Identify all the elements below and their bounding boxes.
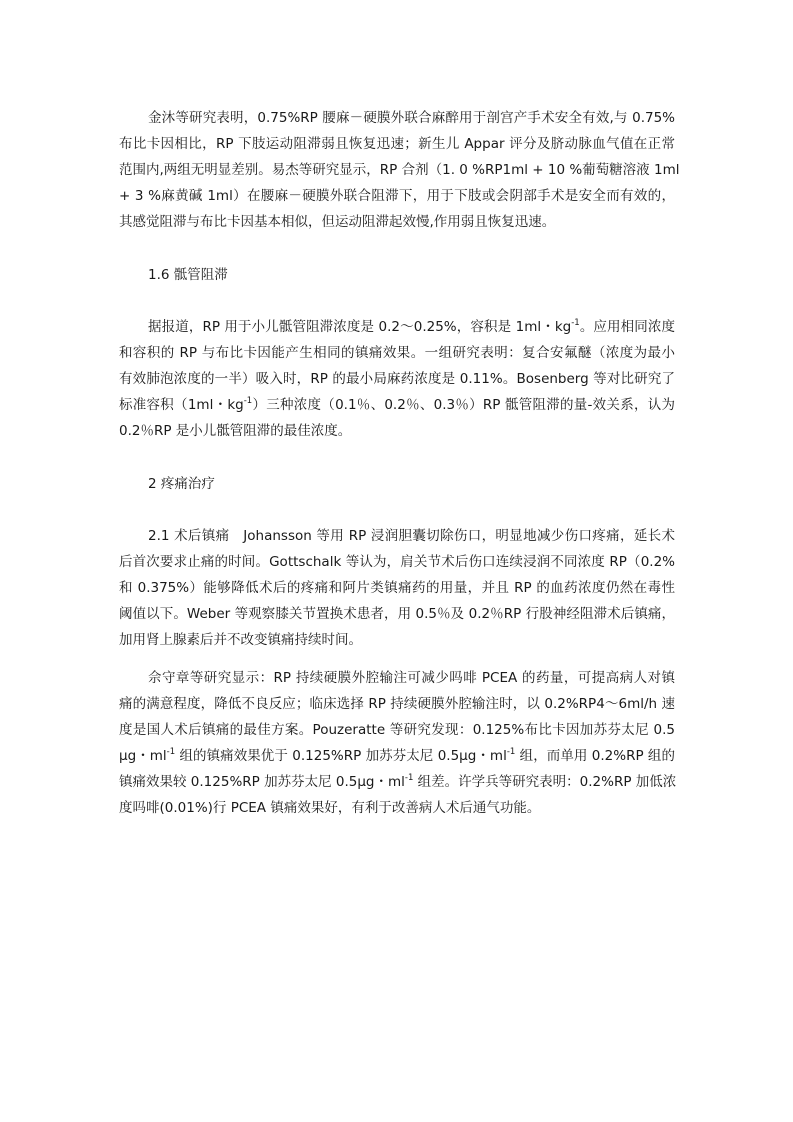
paragraph-spinal-epidural — [119, 105, 680, 235]
text-line: 标准容积（1ml・$kg^{-1}$）三种浓度（0.1％、0.2％、0.3％）RP 骶管阻滞的量-效关系，认为 — [119, 396, 675, 413]
text-line: 痛的满意程度，降低不良反应；临床选择 RP 持续硬膜外腔输注时，以 0.2%RP4～6ml/h 速 — [119, 696, 675, 712]
text-line: 据报道，RP 用于小儿骶管阻滞浓度是 0.2～0.25%，容积是 1ml・$kg^{-1}$。应用相同浓度 — [148, 318, 676, 335]
text-line: 2.1 术后镇痛 Johansson 等用 RP 浸润胆囊切除伤口，明显地减少伤口疼痛，延长术 — [148, 528, 675, 544]
text-line: 阈值以下。Weber 等观察膝关节置换术患者，用 0.5％及 0.2％RP 行股神经阻滞术后镇痛， — [119, 606, 675, 622]
text-line: 佘守章等研究显示：RP 持续硬膜外腔输注可减少吗啡 PCEA 的药量，可提高病人对镇 — [148, 670, 675, 686]
text-line: 其感觉阻滞与布比卡因基本相似，但运动阻滞起效慢,作用弱且恢复迅速。 — [119, 214, 556, 230]
text-line: 和 0.375%）能够降低术后的疼痛和阿片类镇痛药的用量，并且 RP 的血药浓度仍然在毒性 — [119, 580, 675, 596]
text-line: 后首次要求止痛的时间。Gottschalk 等认为，肩关节术后伤口连续浸润不同浓度 RP（0.2% — [119, 554, 675, 570]
text-line: 0.2％RP 是小儿骶管阻滞的最佳浓度。 — [119, 423, 352, 439]
text-line: 范围内,两组无明显差别。易杰等研究显示，RP 合剂（1. 0 %RP1ml + 10 %葡萄糖溶液 1ml — [119, 162, 680, 178]
text-line: 镇痛效果较 0.125%RP 加苏芬太尼 0.5μg・$ml^{-1}$ 组差。许学兵等研究表明：0.2%RP 加低浓 — [119, 773, 677, 790]
paragraph-caudal-block — [119, 314, 675, 444]
section-heading-caudal-block: 1.6 骶管阻滞 — [148, 266, 228, 283]
text-line: 加用肾上腺素后并不改变镇痛持续时间。 — [119, 632, 362, 648]
text-line: 金沐等研究表明，0.75%RP 腰麻－硬膜外联合麻醉用于剖宫产手术安全有效,与 0.75% — [148, 110, 675, 126]
paragraph-postoperative-analgesia — [119, 523, 675, 653]
text-line: 度是国人术后镇痛的最佳方案。Pouzeratte 等研究发现：0.125%布比卡因加苏芬太尼 0.5 — [119, 722, 675, 738]
text-line: 和容积的 RP 与布比卡因能产生相同的镇痛效果。一组研究表明：复合安氟醚（浓度为最小 — [119, 345, 675, 361]
document-body — [119, 105, 680, 821]
text-line: 度吗啡(0.01%)行 PCEA 镇痛效果好，有利于改善病人术后通气功能。 — [119, 800, 541, 816]
paragraph-epidural-infusion — [119, 665, 675, 821]
text-line: 布比卡因相比，RP 下肢运动阻滞弱且恢复迅速；新生儿 Appar 评分及脐动脉血气值在正常 — [119, 136, 675, 152]
text-line: μg・$ml^{-1}$ 组的镇痛效果优于 0.125%RP 加苏芬太尼 0.5μg・$ml^{-1}$ 组，而单用 0.2%RP 组的 — [119, 747, 675, 764]
text-line: 有效肺泡浓度的一半）吸入时，RP 的最小局麻药浓度是 0.11%。Bosenberg 等对比研究了 — [119, 371, 675, 387]
section-heading-pain-treatment: 2 疼痛治疗 — [148, 475, 215, 492]
text-line: + 3 %麻黄碱 1ml）在腰麻－硬膜外联合阻滞下，用于下肢或会阴部手术是安全而有效的， — [119, 188, 675, 204]
